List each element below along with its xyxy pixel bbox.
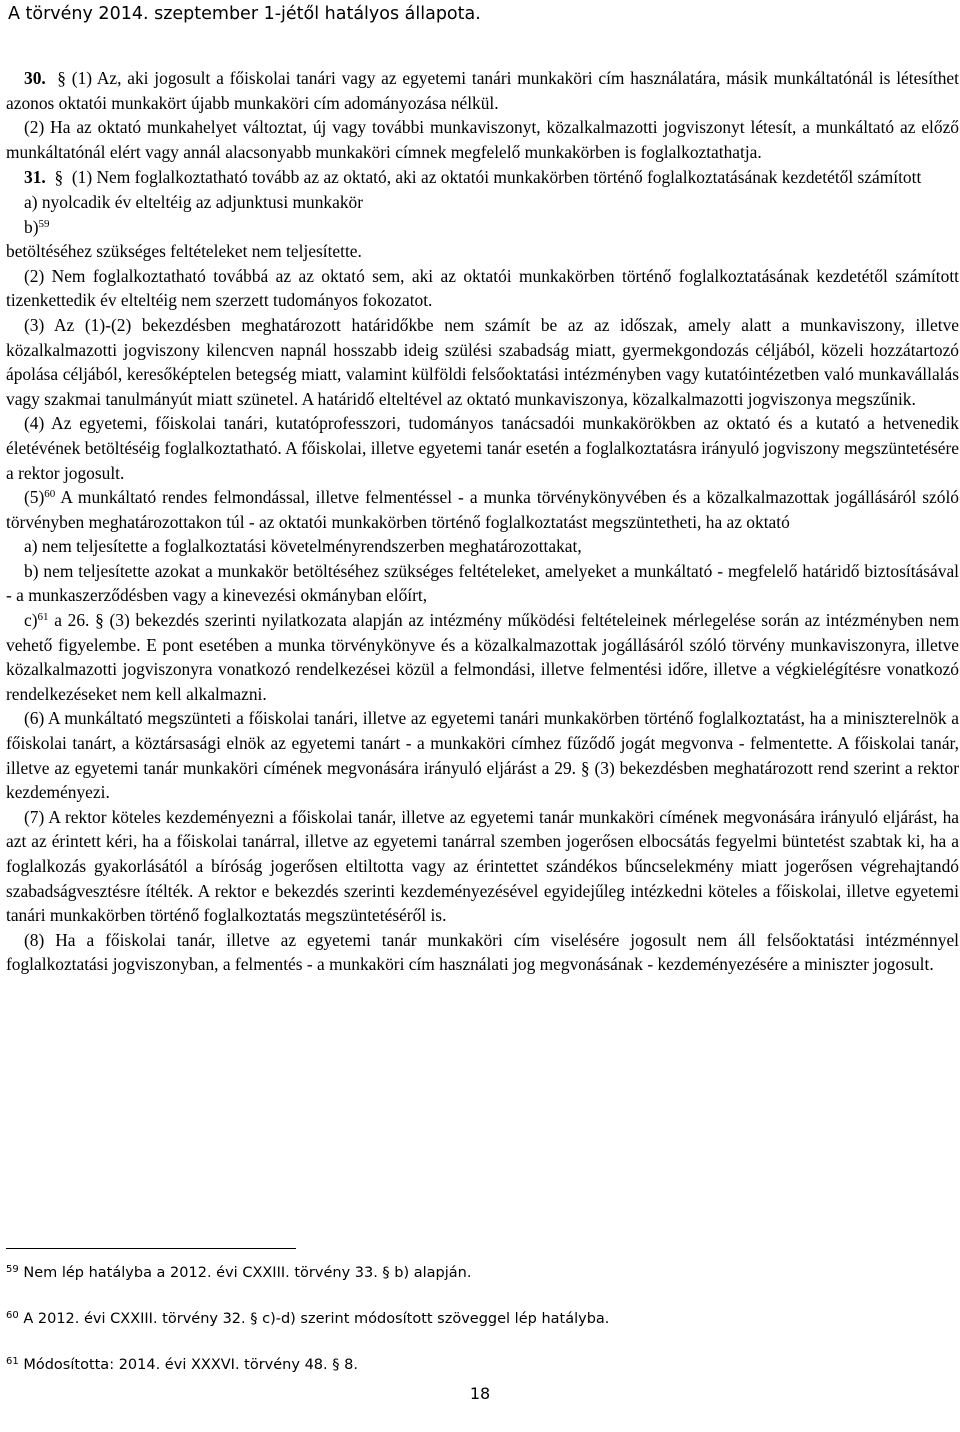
- paragraph-text: A munkáltató rendes felmondással, illetve felmentéssel - a munka törvénykönyvében és a közalkalmazottak jogállásáról szóló törvényben meghatározottakon túl - az oktatói munkakörben történő foglalkoztatást megszüntetheti, ha az oktató: [6, 487, 959, 532]
- section-31-paragraph-2: (2) Nem foglalkoztatható továbbá az az oktató sem, aki az oktatói munkakörben történő foglalkoztatásának kezdetétől számított tizenkettedik év elteltéig nem szerzett tudományos fokozatot.: [6, 265, 959, 311]
- section-31-paragraph-5: [6, 485, 959, 534]
- footnote-59: [6, 1263, 946, 1309]
- section-31-point-a: a) nyolcadik év elteltéig az adjunktusi munkakör: [24, 191, 364, 212]
- footnote-text: A 2012. évi CXXIII. törvény 32. § c)-d) szerint módosított szöveggel lép hatályba.: [18, 1311, 610, 1327]
- section-31-paragraph-1-end: betöltéséhez szükséges feltételeket nem teljesítette.: [6, 241, 362, 262]
- footnote-number: 61: [6, 1356, 19, 1367]
- footnotes: [6, 1263, 946, 1401]
- paragraph-text: (1) Az, aki jogosult a főiskolai tanári vagy az egyetemi tanári munkaköri cím használatára, másik munkáltatónál is létesíthet azonos oktatói munkakört újabb munkaköri cím adományozása nélkül.: [6, 68, 959, 113]
- section-31-paragraph-5-point-c: [6, 608, 959, 706]
- footnote-ref-59[interactable]: 59: [38, 217, 50, 230]
- footnote-ref-61[interactable]: 61: [37, 611, 49, 624]
- section-30-paragraph-1: [6, 66, 959, 115]
- section-31-paragraph-8: (8) Ha a főiskolai tanár, illetve az egyetemi tanár munkaköri cím viselésére jogosult nem áll felsőoktatási intézménnyel foglalkoztatási jogviszonyban, a felmentés - a munkaköri cím használati jog megvonásának - kezdeményezésére a miniszter jogosult.: [6, 929, 959, 975]
- paragraph-text: a 26. § (3) bekezdés szerinti nyilatkozata alapján az intézmény működési feltételeinek mérlegelése során az intézményben nem vehető figyelembe. E pont esetében a munka törvénykönyve és a közalkalmazottak jogállásáról szóló törvény munkaviszonyra, illetve közalkalmazotti jogviszonyra vonatkozó rendelkezései közül a felmondási, illetve felmentési időre, illetve a végkielégítésre vonatkozó rendelkezéseket nem kell alkalmazni.: [6, 610, 959, 704]
- page-number: 18: [469, 1384, 491, 1403]
- paragraph-label: (5): [24, 487, 45, 508]
- footnote-number: 60: [6, 1310, 19, 1321]
- footnote-separator: [6, 1248, 296, 1249]
- section-31-point-b: [6, 215, 959, 240]
- section-31-paragraph-3: (3) Az (1)-(2) bekezdésben meghatározott határidőkbe nem számít be az az időszak, amely alatt a munkaviszony, illetve közalkalmazotti jogviszony kilencven napnál hosszabb ideig szülési szabadság miatt, gyermekgondozás céljából, közeli hozzátartozó ápolása céljából, keresőképtelen betegség miatt, valamint külföldi felsőoktatási intézményben vagy kutatóintézetben való munkavállalás vagy szakmai tanulmányút miatt szünetel. A határidő elteltével az oktató munkaviszonya, közalkalmazotti jogviszonya megszűnik.: [6, 314, 959, 409]
- footnote-number: 59: [6, 1264, 19, 1275]
- point-label: c): [24, 610, 38, 631]
- section-sign: §: [57, 68, 66, 88]
- page-header: A törvény 2014. szeptember 1-jétől hatályos állapota.: [8, 4, 481, 24]
- section-31-paragraph-6: (6) A munkáltató megszünteti a főiskolai tanári, illetve az egyetemi tanári munkakörben történő foglalkoztatást, ha a miniszterelnök a főiskolai tanárt, a köztársasági elnök az egyetemi tanárt - a munkaköri címhez fűződő jogát megvonva - felmentette. A főiskolai tanár, illetve az egyetemi tanár munkaköri címének megvonására irányuló eljárást a 29. § (3) bekezdésben meghatározott rend szerint a rektor kezdeményezi.: [6, 708, 959, 803]
- section-31-paragraph-7: (7) A rektor köteles kezdeményezni a főiskolai tanár, illetve az egyetemi tanár munkaköri címének megvonására irányuló eljárást, ha azt az érintett kéri, ha a főiskolai tanárral, illetve az egyetemi tanárral szemben jogerősen elbocsátás fegyelmi büntetést szabtak ki, ha a foglalkozás gyakorlásától a bíróság jogerősen eltiltotta vagy az érintettet szándékos bűncselekmény miatt jogerősen végrehajtandó szabadságvesztésre ítélték. A rektor e bekezdés szerinti kezdeményezésével egyidejűleg intézkedni köteles a főiskolai, illetve egyetemi tanári munkakörben történő foglalkoztatás megszüntetéséről is.: [6, 806, 959, 926]
- point-label: b): [24, 216, 39, 237]
- section-31-paragraph-4: (4) Az egyetemi, főiskolai tanári, kutatóprofesszori, tudományos tanácsadói munkakörökben az oktató és a kutató a hetvenedik életévének betöltéséig foglalkoztatható. A főiskolai, illetve egyetemi tanár esetén a foglalkoztatásra irányuló jogviszony megszüntetésére a rektor jogosult.: [6, 413, 959, 483]
- section-31-paragraph-5-point-b: b) nem teljesítette azokat a munkakör betöltéséhez szükséges feltételeket, amelyeket a munkáltató - megfelelő határidő biztosításával - a munkaszerződésben vagy a kinevezési okmányban előírt,: [6, 560, 959, 606]
- section-number: 30.: [24, 68, 46, 88]
- section-sign: §: [54, 167, 64, 188]
- paragraph-text: (1) Nem foglalkoztatható tovább az az oktató, aki az oktatói munkakörben történő foglalkoztatásának kezdetétől számított: [71, 167, 922, 188]
- footnote-ref-60[interactable]: 60: [44, 488, 56, 501]
- footnote-60: [6, 1309, 946, 1355]
- section-30-paragraph-2: (2) Ha az oktató munkahelyet változtat, új vagy további munkaviszonyt, közalkalmazotti jogviszonyt létesít, a munkáltató az előző munkáltatónál elért vagy annál alacsonyabb munkaköri címnek megfelelő munkakörben is foglalkoztathatja.: [6, 117, 959, 162]
- section-number: 31.: [24, 167, 46, 188]
- footnote-text: Nem lép hatályba a 2012. évi CXXIII. törvény 33. § b) alapján.: [18, 1265, 472, 1281]
- document-body: [6, 66, 959, 977]
- section-31-paragraph-5-point-a: a) nem teljesítette a foglalkoztatási követelményrendszerben meghatározottakat,: [24, 536, 582, 557]
- section-31-paragraph-1: [6, 165, 959, 190]
- footnote-text: Módosította: 2014. évi XXXVI. törvény 48. § 8.: [18, 1357, 358, 1373]
